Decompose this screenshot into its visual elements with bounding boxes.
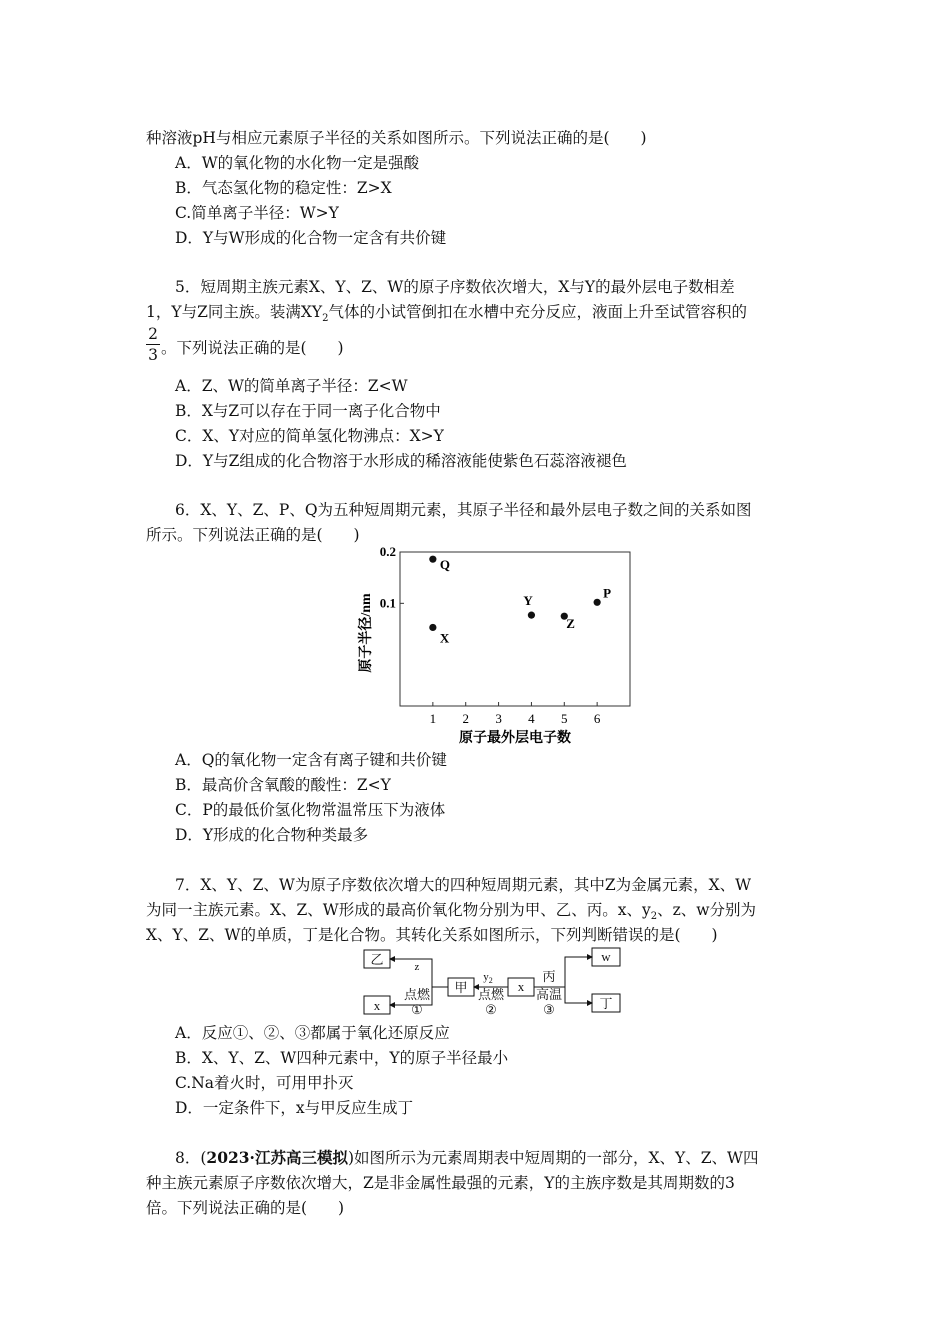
cond-3: 高温 [535, 987, 563, 1002]
q5-stem-line2: 1，Y与Z同主族。装满$XY_2$气体的小试管倒扣在水槽中充分反应，液面上升至试管容积的 [146, 303, 748, 325]
q7-option-b: B．X、Y、Z、W四种元素中，Y的原子半径最小 [175, 1049, 509, 1067]
y-tick-label: 0.2 [379, 545, 396, 559]
q4-stem: 种溶液pH与相应元素原子半径的关系如图所示。下列说法正确的是( ) [146, 129, 647, 147]
point-Y [528, 612, 535, 619]
q6-option-b: B．最高价含氧酸的酸性：Z<Y [175, 776, 391, 794]
q5-option-b: B．X与Z可以存在于同一离子化合物中 [175, 402, 441, 420]
num-1: ① [411, 1002, 423, 1016]
q6-option-a: A．Q的氧化物一定含有离子键和共价键 [175, 751, 447, 769]
label-jia: 甲 [454, 980, 468, 995]
q6-option-c: C．P的最低价氢化物常温常压下为液体 [175, 801, 446, 819]
q7-option-c: C.Na着火时，可用甲扑灭 [175, 1074, 354, 1092]
num-2: ② [485, 1002, 497, 1016]
point-X [429, 624, 436, 631]
point-P [594, 599, 601, 606]
q5-option-a: A．Z、W的简单离子半径：Z<W [175, 377, 408, 395]
q4-option-b: B．气态氢化物的稳定性：Z>X [175, 179, 392, 197]
q5-stem-line3: 。下列说法正确的是( ) [161, 339, 344, 357]
label-x-mid: x [517, 979, 525, 994]
q7-option-a: A．反应①、②、③都属于氧化还原反应 [175, 1024, 450, 1042]
q5-fraction: 2 3 [146, 325, 160, 364]
y-axis-label: 原子半径/nm [359, 593, 374, 673]
label-yi: 乙 [370, 952, 384, 967]
x-tick-label: 3 [495, 711, 502, 726]
point-label-Z: Z [566, 616, 575, 632]
num-3: ③ [543, 1002, 555, 1016]
label-bing: 丙 [542, 969, 556, 984]
point-label-Q: Q [439, 557, 450, 573]
q5-option-d: D．Y与Z组成的化合物溶于水形成的稀溶液能使紫色石蕊溶液褪色 [175, 452, 627, 470]
x-tick-label: 1 [429, 711, 437, 726]
q4-option-c: C.简单离子半径：W>Y [175, 204, 339, 222]
q4-option-d: D．Y与W形成的化合物一定含有共价键 [175, 229, 447, 247]
x-tick-label: 5 [561, 711, 568, 726]
q4-option-a: A．W的氧化物的水化物一定是强酸 [175, 154, 420, 172]
x-tick-label: 4 [528, 711, 535, 726]
q6-stem-line1: 6．X、Y、Z、P、Q为五种短周期元素，其原子半径和最外层电子数之间的关系如图 [175, 501, 752, 519]
q5-stem-line1: 5．短周期主族元素X、Y、Z、W的原子序数依次增大，X与Y的最外层电子数相差 [175, 278, 735, 296]
q8-stem-line3: 倍。下列说法正确的是( ) [146, 1199, 345, 1217]
label-z: z [414, 961, 420, 973]
label-w: w [601, 949, 611, 964]
x-tick-label: 2 [462, 711, 469, 726]
y-tick-label: 0.1 [379, 595, 396, 611]
q8-stem-line1: 8．(2023·江苏高三模拟)如图所示为元素周期表中短周期的一部分，X、Y、Z、W四 [175, 1148, 759, 1167]
point-label-Y: Y [523, 593, 533, 609]
cond-2: 点燃 [477, 987, 505, 1002]
point-label-X: X [439, 630, 450, 646]
point-label-P: P [603, 585, 612, 601]
q6-stem-line2: 所示。下列说法正确的是( ) [146, 526, 360, 544]
q7-stem-line2: 为同一主族元素。X、Z、W形成的最高价氧化物分别为甲、乙、丙。x、$y_2$、z、w分别为 [146, 901, 757, 923]
q7-stem-line1: 7．X、Y、Z、W为原子序数依次增大的四种短周期元素，其中Z为金属元素，X、W [175, 876, 752, 894]
q6-option-d: D．Y形成的化合物种类最多 [175, 826, 369, 844]
x-tick-label: 6 [593, 711, 601, 726]
label-x-left: x [373, 998, 381, 1013]
cond-1: 点燃 [403, 987, 431, 1002]
q7-reaction-diagram [360, 946, 625, 1016]
q8-stem-line2: 种主族元素原子序数依次增大，Z是非金属性最强的元素，Y的主族序数是其周期数的3 [146, 1174, 735, 1192]
q6-scatter-chart [350, 545, 640, 745]
q7-stem-line3: X、Y、Z、W的单质，丁是化合物。其转化关系如图所示，下列判断错误的是( ) [146, 926, 718, 944]
x-axis-label: 原子最外层电子数 [459, 731, 571, 745]
q5-option-c: C．X、Y对应的简单氢化物沸点：X>Y [175, 427, 444, 445]
label-ding: 丁 [599, 996, 613, 1011]
point-Q [429, 556, 436, 563]
q7-option-d: D．一定条件下，x与甲反应生成丁 [175, 1099, 414, 1117]
label-y2: $y_2$ [483, 971, 493, 985]
